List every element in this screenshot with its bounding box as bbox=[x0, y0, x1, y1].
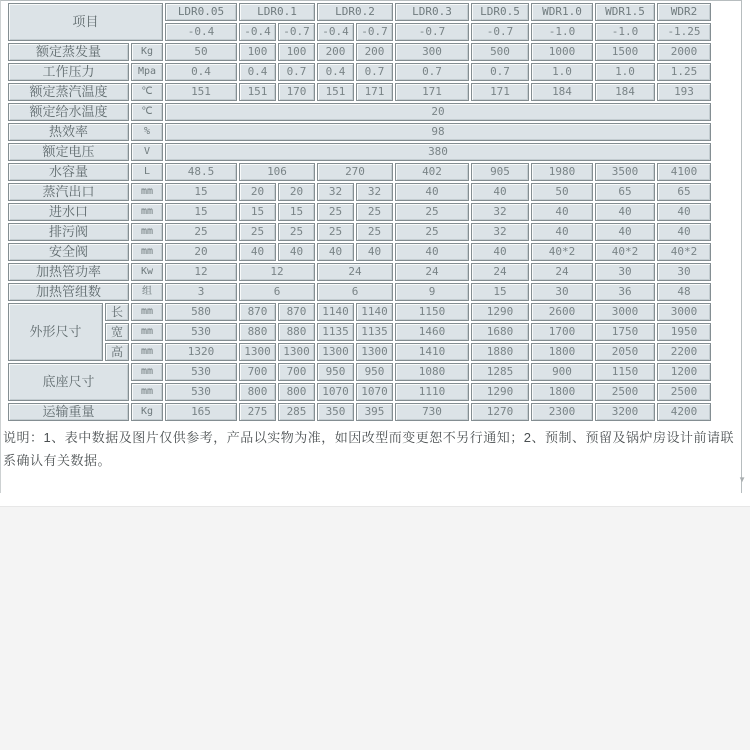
pressure-cell: -0.4 bbox=[317, 23, 354, 41]
pressure-cell: -0.7 bbox=[471, 23, 529, 41]
unit-cell: Kw bbox=[131, 263, 163, 281]
data-cell: 1800 bbox=[531, 343, 593, 361]
data-cell: 0.7 bbox=[471, 63, 529, 81]
data-cell: 171 bbox=[471, 83, 529, 101]
data-cell: 0.7 bbox=[356, 63, 393, 81]
data-cell: 40*2 bbox=[595, 243, 655, 261]
data-cell: 950 bbox=[317, 363, 354, 381]
data-cell: 1680 bbox=[471, 323, 529, 341]
row-label: 加热管组数 bbox=[8, 283, 129, 301]
data-cell: 395 bbox=[356, 403, 393, 421]
data-cell: 1135 bbox=[356, 323, 393, 341]
data-cell: 270 bbox=[317, 163, 393, 181]
data-cell: 380 bbox=[165, 143, 711, 161]
data-cell: 50 bbox=[165, 43, 237, 61]
data-cell: 15 bbox=[165, 203, 237, 221]
data-cell: 65 bbox=[657, 183, 711, 201]
data-cell: 24 bbox=[317, 263, 393, 281]
data-cell: 2050 bbox=[595, 343, 655, 361]
data-cell: 1270 bbox=[471, 403, 529, 421]
data-cell: 40 bbox=[531, 203, 593, 221]
data-cell: 0.4 bbox=[317, 63, 354, 81]
data-cell: 100 bbox=[278, 43, 315, 61]
data-cell: 1200 bbox=[657, 363, 711, 381]
data-cell: 40 bbox=[239, 243, 276, 261]
data-cell: 65 bbox=[595, 183, 655, 201]
data-cell: 1950 bbox=[657, 323, 711, 341]
unit-cell: Kg bbox=[131, 43, 163, 61]
model-header-cell: LDR0.3 bbox=[395, 3, 469, 21]
row-label: 额定电压 bbox=[8, 143, 129, 161]
data-cell: 1300 bbox=[239, 343, 276, 361]
data-cell: 40 bbox=[356, 243, 393, 261]
row-label: 排污阀 bbox=[8, 223, 129, 241]
pressure-cell: -0.7 bbox=[395, 23, 469, 41]
data-cell: 1110 bbox=[395, 383, 469, 401]
data-cell: 170 bbox=[278, 83, 315, 101]
pressure-cell: -1.0 bbox=[595, 23, 655, 41]
data-cell: 1290 bbox=[471, 303, 529, 321]
model-header-cell: LDR0.5 bbox=[471, 3, 529, 21]
data-cell: 15 bbox=[278, 203, 315, 221]
unit-cell: L bbox=[131, 163, 163, 181]
data-cell: 700 bbox=[278, 363, 315, 381]
data-cell: 1300 bbox=[317, 343, 354, 361]
data-cell: 184 bbox=[531, 83, 593, 101]
data-cell: 193 bbox=[657, 83, 711, 101]
unit-cell: mm bbox=[131, 343, 163, 361]
data-cell: 24 bbox=[531, 263, 593, 281]
row-sublabel: 高 bbox=[105, 343, 129, 361]
data-cell: 0.7 bbox=[395, 63, 469, 81]
data-cell: 1320 bbox=[165, 343, 237, 361]
data-cell: 40*2 bbox=[531, 243, 593, 261]
data-cell: 36 bbox=[595, 283, 655, 301]
data-cell: 730 bbox=[395, 403, 469, 421]
pressure-cell: -0.7 bbox=[356, 23, 393, 41]
data-cell: 1700 bbox=[531, 323, 593, 341]
data-cell: 285 bbox=[278, 403, 315, 421]
corner-cell: 项目 bbox=[8, 3, 163, 41]
data-cell: 300 bbox=[395, 43, 469, 61]
data-cell: 870 bbox=[278, 303, 315, 321]
data-cell: 1880 bbox=[471, 343, 529, 361]
data-cell: 1140 bbox=[356, 303, 393, 321]
data-cell: 15 bbox=[239, 203, 276, 221]
data-cell: 880 bbox=[239, 323, 276, 341]
row-group-label: 外形尺寸 bbox=[8, 303, 103, 361]
data-cell: 40 bbox=[395, 243, 469, 261]
unit-cell: mm bbox=[131, 183, 163, 201]
data-cell: 1150 bbox=[395, 303, 469, 321]
model-header-cell: WDR2 bbox=[657, 3, 711, 21]
row-label: 蒸汽出口 bbox=[8, 183, 129, 201]
data-cell: 900 bbox=[531, 363, 593, 381]
data-cell: 40 bbox=[471, 183, 529, 201]
data-cell: 1285 bbox=[471, 363, 529, 381]
data-cell: 24 bbox=[395, 263, 469, 281]
data-cell: 40 bbox=[395, 183, 469, 201]
data-cell: 2200 bbox=[657, 343, 711, 361]
data-cell: 1300 bbox=[278, 343, 315, 361]
data-cell: 30 bbox=[531, 283, 593, 301]
data-cell: 530 bbox=[165, 363, 237, 381]
unit-cell: mm bbox=[131, 223, 163, 241]
row-label: 安全阀 bbox=[8, 243, 129, 261]
data-cell: 2300 bbox=[531, 403, 593, 421]
data-cell: 1300 bbox=[356, 343, 393, 361]
data-cell: 3 bbox=[165, 283, 237, 301]
row-label: 工作压力 bbox=[8, 63, 129, 81]
data-cell: 25 bbox=[317, 223, 354, 241]
data-cell: 1800 bbox=[531, 383, 593, 401]
data-cell: 30 bbox=[657, 263, 711, 281]
data-cell: 275 bbox=[239, 403, 276, 421]
data-cell: 1410 bbox=[395, 343, 469, 361]
spec-table bbox=[6, 1, 713, 423]
data-cell: 4100 bbox=[657, 163, 711, 181]
data-cell: 2000 bbox=[657, 43, 711, 61]
data-cell: 171 bbox=[356, 83, 393, 101]
data-cell: 151 bbox=[317, 83, 354, 101]
data-cell: 1980 bbox=[531, 163, 593, 181]
data-cell: 530 bbox=[165, 383, 237, 401]
data-cell: 1070 bbox=[356, 383, 393, 401]
pressure-cell: -1.0 bbox=[531, 23, 593, 41]
data-cell: 3000 bbox=[595, 303, 655, 321]
data-cell: 20 bbox=[278, 183, 315, 201]
data-cell: 500 bbox=[471, 43, 529, 61]
data-cell: 40 bbox=[657, 203, 711, 221]
data-cell: 25 bbox=[395, 203, 469, 221]
data-cell: 402 bbox=[395, 163, 469, 181]
unit-cell: mm bbox=[131, 243, 163, 261]
data-cell: 700 bbox=[239, 363, 276, 381]
data-cell: 98 bbox=[165, 123, 711, 141]
data-cell: 800 bbox=[278, 383, 315, 401]
data-cell: 12 bbox=[165, 263, 237, 281]
data-cell: 30 bbox=[595, 263, 655, 281]
data-cell: 1140 bbox=[317, 303, 354, 321]
data-cell: 1080 bbox=[395, 363, 469, 381]
data-cell: 1750 bbox=[595, 323, 655, 341]
data-cell: 171 bbox=[395, 83, 469, 101]
data-cell: 20 bbox=[165, 103, 711, 121]
data-cell: 48 bbox=[657, 283, 711, 301]
data-cell: 1.0 bbox=[595, 63, 655, 81]
unit-cell: mm bbox=[131, 323, 163, 341]
data-cell: 530 bbox=[165, 323, 237, 341]
data-cell: 25 bbox=[165, 223, 237, 241]
data-cell: 800 bbox=[239, 383, 276, 401]
data-cell: 1500 bbox=[595, 43, 655, 61]
data-cell: 350 bbox=[317, 403, 354, 421]
data-cell: 0.7 bbox=[278, 63, 315, 81]
data-cell: 2500 bbox=[657, 383, 711, 401]
row-label: 进水口 bbox=[8, 203, 129, 221]
data-cell: 0.4 bbox=[165, 63, 237, 81]
unit-cell: 组 bbox=[131, 283, 163, 301]
data-cell: 48.5 bbox=[165, 163, 237, 181]
data-cell: 25 bbox=[356, 223, 393, 241]
data-cell: 106 bbox=[239, 163, 315, 181]
data-cell: 20 bbox=[165, 243, 237, 261]
data-cell: 151 bbox=[165, 83, 237, 101]
data-cell: 32 bbox=[471, 223, 529, 241]
model-header-cell: LDR0.2 bbox=[317, 3, 393, 21]
data-cell: 1290 bbox=[471, 383, 529, 401]
unit-cell: mm bbox=[131, 303, 163, 321]
row-label: 运输重量 bbox=[8, 403, 129, 421]
pressure-cell: -0.7 bbox=[278, 23, 315, 41]
data-cell: 40 bbox=[278, 243, 315, 261]
data-cell: 905 bbox=[471, 163, 529, 181]
unit-cell: Kg bbox=[131, 403, 163, 421]
data-cell: 40 bbox=[657, 223, 711, 241]
data-cell: 40 bbox=[317, 243, 354, 261]
data-cell: 3500 bbox=[595, 163, 655, 181]
data-cell: 24 bbox=[471, 263, 529, 281]
data-cell: 2500 bbox=[595, 383, 655, 401]
data-cell: 880 bbox=[278, 323, 315, 341]
data-cell: 3000 bbox=[657, 303, 711, 321]
row-sublabel: 长 bbox=[105, 303, 129, 321]
data-cell: 15 bbox=[165, 183, 237, 201]
data-cell: 580 bbox=[165, 303, 237, 321]
row-group-label: 底座尺寸 bbox=[8, 363, 129, 401]
data-cell: 40*2 bbox=[657, 243, 711, 261]
data-cell: 1460 bbox=[395, 323, 469, 341]
data-cell: 32 bbox=[471, 203, 529, 221]
data-cell: 6 bbox=[239, 283, 315, 301]
data-cell: 32 bbox=[317, 183, 354, 201]
data-cell: 3200 bbox=[595, 403, 655, 421]
data-cell: 25 bbox=[278, 223, 315, 241]
data-cell: 1150 bbox=[595, 363, 655, 381]
data-cell: 0.4 bbox=[239, 63, 276, 81]
row-label: 热效率 bbox=[8, 123, 129, 141]
data-cell: 2600 bbox=[531, 303, 593, 321]
model-header-cell: LDR0.1 bbox=[239, 3, 315, 21]
model-header-cell: WDR1.5 bbox=[595, 3, 655, 21]
data-cell: 40 bbox=[531, 223, 593, 241]
data-cell: 50 bbox=[531, 183, 593, 201]
data-cell: 100 bbox=[239, 43, 276, 61]
data-cell: 184 bbox=[595, 83, 655, 101]
data-cell: 25 bbox=[395, 223, 469, 241]
data-cell: 151 bbox=[239, 83, 276, 101]
data-cell: 40 bbox=[471, 243, 529, 261]
row-label: 额定给水温度 bbox=[8, 103, 129, 121]
data-cell: 9 bbox=[395, 283, 469, 301]
chevron-down-icon[interactable]: ▼ bbox=[738, 475, 746, 484]
pressure-cell: -1.25 bbox=[657, 23, 711, 41]
pressure-cell: -0.4 bbox=[239, 23, 276, 41]
data-cell: 40 bbox=[595, 223, 655, 241]
unit-cell: ℃ bbox=[131, 83, 163, 101]
data-cell: 15 bbox=[471, 283, 529, 301]
data-cell: 6 bbox=[317, 283, 393, 301]
unit-cell: % bbox=[131, 123, 163, 141]
data-cell: 25 bbox=[239, 223, 276, 241]
data-cell: 32 bbox=[356, 183, 393, 201]
data-cell: 200 bbox=[356, 43, 393, 61]
data-cell: 40 bbox=[595, 203, 655, 221]
unit-cell: Mpa bbox=[131, 63, 163, 81]
note-text: 说明：1、表中数据及图片仅供参考，产品以实物为准，如因改型而变更恕不另行通知；2、预制、预留及锅炉房设计前请联系确认有关数据。 bbox=[3, 430, 734, 468]
data-cell: 950 bbox=[356, 363, 393, 381]
pressure-cell: -0.4 bbox=[165, 23, 237, 41]
data-cell: 1135 bbox=[317, 323, 354, 341]
unit-cell: V bbox=[131, 143, 163, 161]
row-sublabel: 宽 bbox=[105, 323, 129, 341]
data-cell: 25 bbox=[356, 203, 393, 221]
row-label: 加热管功率 bbox=[8, 263, 129, 281]
model-header-cell: LDR0.05 bbox=[165, 3, 237, 21]
data-cell: 1070 bbox=[317, 383, 354, 401]
unit-cell: mm bbox=[131, 363, 163, 381]
row-label: 额定蒸发量 bbox=[8, 43, 129, 61]
unit-cell: mm bbox=[131, 203, 163, 221]
data-cell: 870 bbox=[239, 303, 276, 321]
data-cell: 1000 bbox=[531, 43, 593, 61]
data-cell: 25 bbox=[317, 203, 354, 221]
data-cell: 200 bbox=[317, 43, 354, 61]
data-cell: 12 bbox=[239, 263, 315, 281]
row-label: 额定蒸汽温度 bbox=[8, 83, 129, 101]
data-cell: 165 bbox=[165, 403, 237, 421]
row-label: 水容量 bbox=[8, 163, 129, 181]
data-cell: 1.25 bbox=[657, 63, 711, 81]
data-cell: 4200 bbox=[657, 403, 711, 421]
data-cell: 1.0 bbox=[531, 63, 593, 81]
unit-cell: ℃ bbox=[131, 103, 163, 121]
data-cell: 20 bbox=[239, 183, 276, 201]
model-header-cell: WDR1.0 bbox=[531, 3, 593, 21]
unit-cell: mm bbox=[131, 383, 163, 401]
